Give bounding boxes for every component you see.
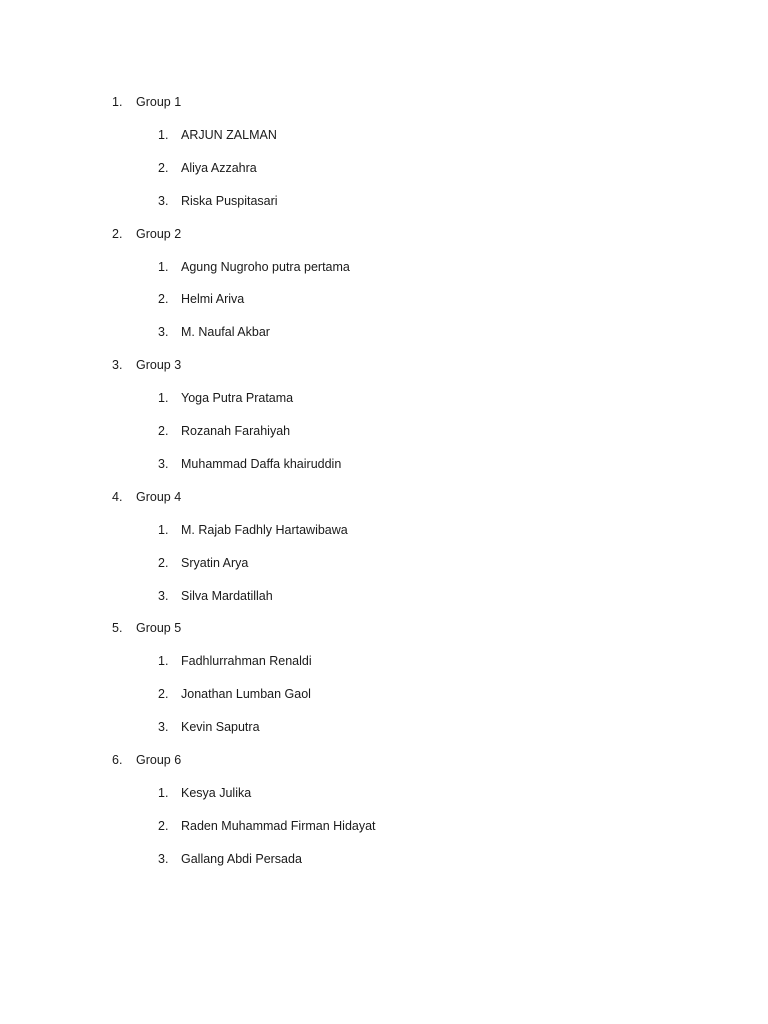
member-name: Rozanah Farahiyah	[181, 424, 291, 438]
member-number: 3.	[158, 720, 169, 734]
group-number: 5.	[112, 621, 123, 635]
group-name: Group 2	[136, 227, 182, 241]
group-name: Group 6	[136, 753, 182, 767]
member-number: 1.	[158, 654, 169, 668]
member-name: Yoga Putra Pratama	[181, 391, 294, 405]
member-name: Kevin Saputra	[181, 720, 260, 734]
member-number: 1.	[158, 128, 169, 142]
member-name: Muhammad Daffa khairuddin	[181, 457, 342, 471]
member-number: 2.	[158, 161, 169, 175]
member-name: Sryatin Arya	[181, 556, 249, 570]
member-name: Helmi Ariva	[181, 292, 245, 306]
member-number: 2.	[158, 687, 169, 701]
member-name: Aliya Azzahra	[181, 161, 257, 175]
member-name: Kesya Julika	[181, 786, 252, 800]
member-number: 2.	[158, 556, 169, 570]
member-number: 1.	[158, 786, 169, 800]
member-name: Gallang Abdi Persada	[181, 852, 302, 866]
member-number: 2.	[158, 819, 169, 833]
group-number: 1.	[112, 95, 123, 109]
member-name: Riska Puspitasari	[181, 194, 278, 208]
member-name: Silva Mardatillah	[181, 589, 273, 603]
member-name: Raden Muhammad Firman Hidayat	[181, 819, 376, 833]
member-name: Agung Nugroho putra pertama	[181, 260, 350, 274]
member-number: 3.	[158, 852, 169, 866]
member-name: M. Naufal Akbar	[181, 325, 270, 339]
group-name: Group 4	[136, 490, 182, 504]
group-number: 3.	[112, 358, 123, 372]
member-number: 3.	[158, 589, 169, 603]
member-name: Fadhlurrahman Renaldi	[181, 654, 312, 668]
member-number: 1.	[158, 391, 169, 405]
group-name: Group 3	[136, 358, 182, 372]
member-number: 1.	[158, 260, 169, 274]
member-number: 2.	[158, 292, 169, 306]
group-number: 2.	[112, 227, 123, 241]
member-name: M. Rajab Fadhly Hartawibawa	[181, 523, 348, 537]
group-name: Group 5	[136, 621, 182, 635]
member-name: ARJUN ZALMAN	[181, 128, 277, 142]
member-number: 3.	[158, 194, 169, 208]
group-number: 6.	[112, 753, 123, 767]
member-number: 2.	[158, 424, 169, 438]
group-number: 4.	[112, 490, 123, 504]
member-number: 3.	[158, 325, 169, 339]
member-number: 1.	[158, 523, 169, 537]
group-name: Group 1	[136, 95, 182, 109]
member-number: 3.	[158, 457, 169, 471]
member-name: Jonathan Lumban Gaol	[181, 687, 311, 701]
